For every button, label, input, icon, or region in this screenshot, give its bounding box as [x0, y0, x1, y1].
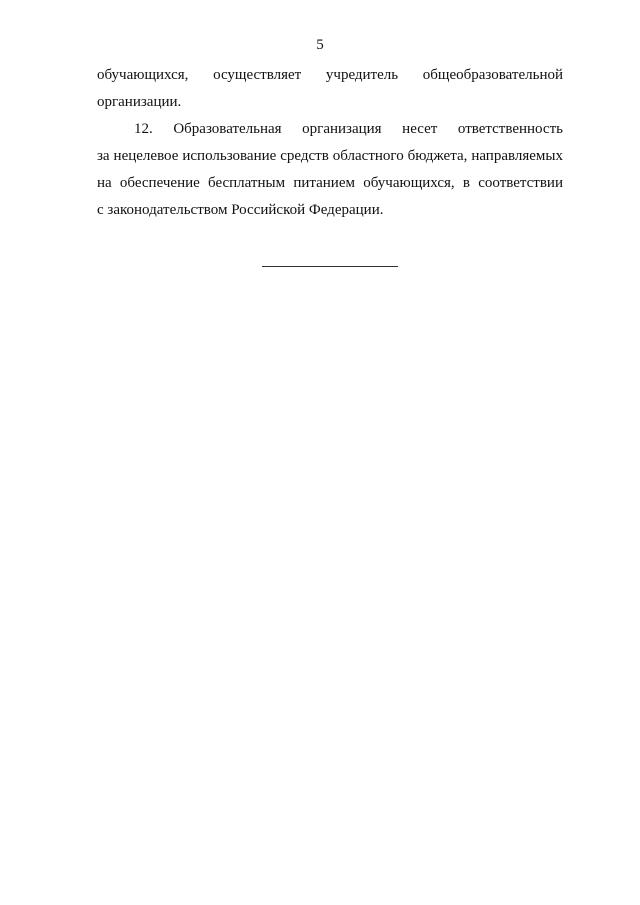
paragraph-12 — [97, 116, 563, 224]
page-number: 5 — [316, 37, 324, 53]
paragraph-line: на обеспечение бесплатным питанием обучающихся, в соответствии — [97, 175, 563, 191]
end-of-document-rule — [262, 266, 398, 267]
paragraph-line: обучающихся, осуществляет учредитель общеобразовательной — [97, 67, 563, 83]
paragraph-line: организации. — [97, 94, 182, 110]
paragraph-line: за нецелевое использование средств областного бюджета, направляемых — [97, 148, 563, 164]
paragraph-line: 12. Образовательная организация несет ответственность — [134, 121, 563, 137]
paragraph-continuation — [97, 62, 563, 116]
paragraph-line: с законодательством Российской Федерации. — [97, 202, 384, 218]
